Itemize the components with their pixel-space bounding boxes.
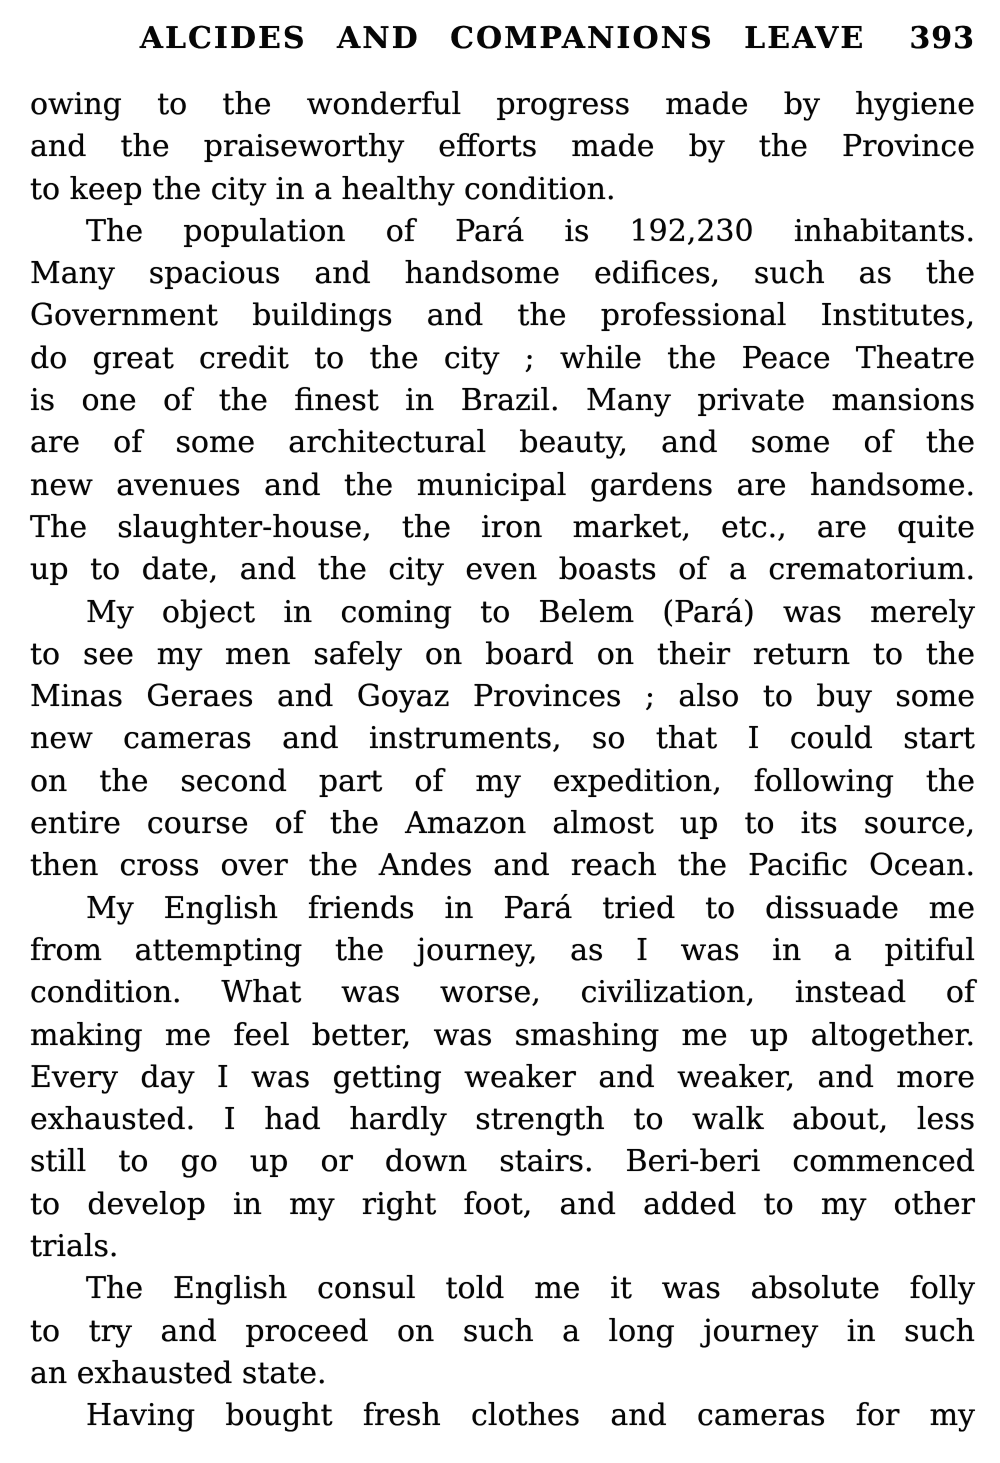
- text-line: do great credit to the city ; while the Peace Theatre: [30, 340, 975, 376]
- text-line: up to date, and the city even boasts of a crematorium.: [30, 552, 975, 588]
- text-line: exhausted. I had hardly strength to walk about, less: [30, 1102, 975, 1138]
- text-line: an exhausted state.: [30, 1355, 327, 1391]
- text-line: on the second part of my expedition, following the: [30, 763, 975, 799]
- text-line: new avenues and the municipal gardens are handsome.: [30, 467, 975, 503]
- page-number: 393: [909, 21, 975, 56]
- text-line: owing to the wonderful progress made by hygiene: [30, 87, 975, 122]
- text-line: entire course of the Amazon almost up to its source,: [30, 806, 975, 842]
- text-line: from attempting the journey, as I was in a pitiful: [30, 932, 975, 968]
- text-line: are of some architectural beauty, and some of the: [30, 425, 975, 461]
- text-line: still to go up or down stairs. Beri-beri commenced: [30, 1144, 975, 1180]
- text-line: Having bought fresh clothes and cameras for my: [86, 1398, 975, 1434]
- text-line: Minas Geraes and Goyaz Provinces ; also to buy some: [30, 679, 975, 715]
- text-line: to keep the city in a healthy condition.: [30, 171, 616, 207]
- text-line: My object in coming to Belem (Pará) was merely: [86, 594, 975, 630]
- text-line: Government buildings and the professional Institutes,: [30, 298, 975, 334]
- text-line: The population of Pará is 192,230 inhabitants.: [86, 213, 975, 249]
- text-line: to develop in my right foot, and added to my other: [30, 1186, 975, 1222]
- text-line: is one of the finest in Brazil. Many private mansions: [30, 383, 975, 419]
- text-line: and the praiseworthy efforts made by the Province: [30, 129, 975, 165]
- text-line: to see my men safely on board on their return to the: [30, 636, 975, 672]
- text-line: making me feel better, was smashing me up altogether.: [30, 1017, 975, 1053]
- text-line: My English friends in Pará tried to dissuade me: [86, 890, 975, 926]
- text-line: The English consul told me it was absolute folly: [86, 1271, 975, 1307]
- text-line: then cross over the Andes and reach the Pacific Ocean.: [30, 848, 975, 884]
- text-line: Every day I was getting weaker and weaker, and more: [30, 1059, 975, 1095]
- text-line: new cameras and instruments, so that I could start: [30, 721, 975, 757]
- body-text: [30, 84, 975, 1438]
- running-header: [30, 18, 975, 60]
- text-line: The slaughter-house, the iron market, etc., are quite: [30, 509, 975, 545]
- text-line: trials.: [30, 1229, 119, 1265]
- text-line: to try and proceed on such a long journey in such: [30, 1313, 975, 1349]
- running-header-title: ALCIDES AND COMPANIONS LEAVE: [139, 21, 866, 56]
- text-line: condition. What was worse, civilization, instead of: [30, 975, 975, 1011]
- text-line: Many spacious and handsome edifices, such as the: [30, 256, 975, 292]
